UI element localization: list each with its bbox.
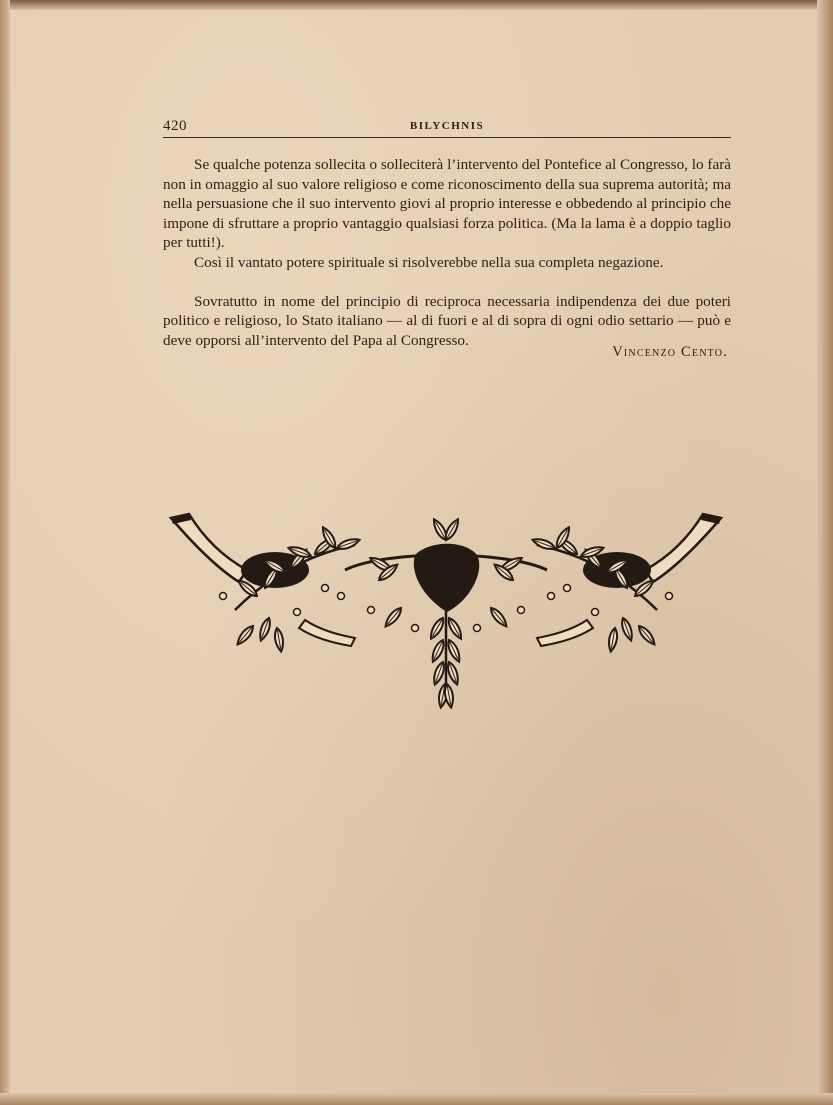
page-edge-right xyxy=(817,0,833,1105)
page-edge-left xyxy=(0,0,10,1105)
paragraph-1: Se qualche potenza sollecita o solleciterà l’intervento del Pontefice al Congresso, lo farà non in omaggio al suo valore religioso e come riconoscimento della sua suprema autorità; ma nella persuasione che il suo intervento giovi al proprio interesse e obbedendo al principio che impone di sfruttare a proprio vantaggio qualsiasi forza politica. (Ma la lama è a doppio taglio per tutti!). xyxy=(163,156,731,252)
laurel-and-horns-ornament-icon xyxy=(165,500,727,710)
page-number: 420 xyxy=(163,118,187,134)
running-title: BILYCHNIS xyxy=(409,120,485,132)
page-edge-bottom xyxy=(0,1093,833,1105)
paragraph-3: Sovratutto in nome del principio di reciproca necessaria indipendenza dei due poteri politico e religioso, lo Stato italiano — al di fuori e al di sopra di ogni odio settario — può e deve opporsi all’intervento del Papa al Congresso. xyxy=(163,292,731,349)
page-edge-top xyxy=(0,0,833,10)
author-signature: Vincenzo Cento. xyxy=(612,344,728,360)
right-laurel xyxy=(531,525,672,652)
article-body xyxy=(163,155,731,350)
left-laurel xyxy=(220,525,361,652)
page-header xyxy=(163,117,731,138)
paragraph-2: Così il vantato potere spirituale si risolverebbe nella sua completa negazione. xyxy=(194,253,664,271)
